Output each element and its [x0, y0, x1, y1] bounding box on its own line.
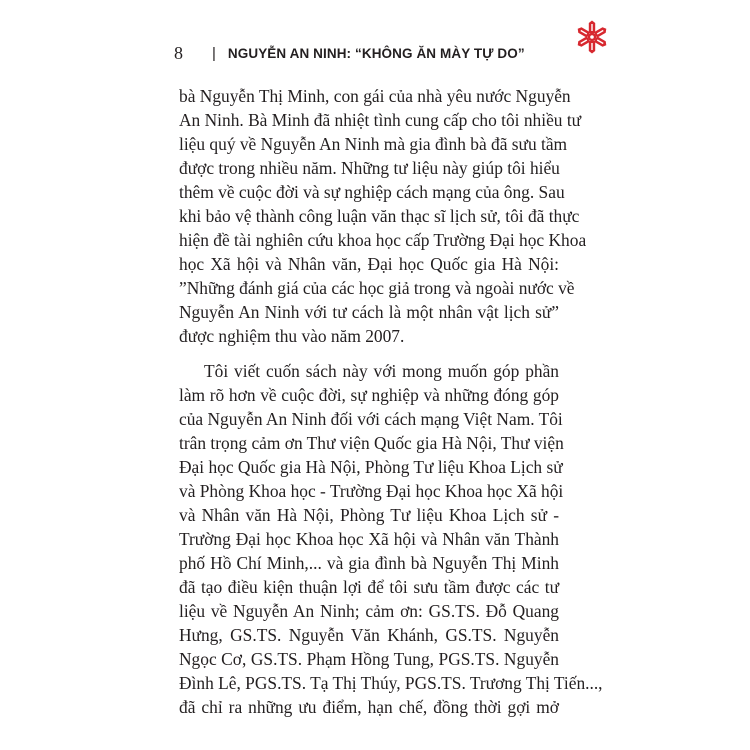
paragraph-1 [179, 84, 587, 348]
text-line: Tôi viết cuốn sách này với mong muốn góp phần [204, 361, 559, 381]
header-separator: | [212, 44, 216, 62]
red-flower-emblem-icon [575, 20, 609, 54]
text-line: đã chỉ ra những ưu điểm, hạn chế, đồng thời gợi mở [179, 697, 559, 717]
text-line: ”Những đánh giá của các học giả trong và ngoài nước về [179, 278, 575, 298]
text-line: khi bảo vệ thành công luận văn thạc sĩ lịch sử, tôi đã thực [179, 206, 580, 226]
text-line: thêm về cuộc đời và sự nghiệp cách mạng của ông. Sau [179, 182, 565, 202]
text-line: Ngọc Cơ, GS.TS. Phạm Hồng Tung, PGS.TS. Nguyễn [179, 649, 559, 669]
text-line: được trong nhiều năm. Những tư liệu này giúp tôi hiểu [179, 158, 560, 178]
paragraph-gap [179, 348, 559, 359]
page-number: 8 [174, 42, 183, 63]
text-line: và Nhân văn Hà Nội, Phòng Tư liệu Khoa Lịch sử - [179, 505, 559, 525]
text-line: được nghiệm thu vào năm 2007. [179, 326, 405, 346]
text-line: đã tạo điều kiện thuận lợi để tôi sưu tầm được các tư [179, 577, 559, 597]
text-line: học Xã hội và Nhân văn, Đại học Quốc gia Hà Nội: [179, 254, 559, 274]
text-line: Nguyễn An Ninh với tư cách là một nhân vật lịch sử” [179, 302, 559, 322]
text-line: Đình Lê, PGS.TS. Tạ Thị Thúy, PGS.TS. Trương Thị Tiến..., [179, 673, 603, 693]
text-line: trân trọng cảm ơn Thư viện Quốc gia Hà Nội, Thư viện [179, 433, 564, 453]
text-line: và Phòng Khoa học - Trường Đại học Khoa học Xã hội [179, 481, 564, 501]
text-line: của Nguyễn An Ninh đối với cách mạng Việt Nam. Tôi [179, 409, 563, 429]
text-line: hiện đề tài nghiên cứu khoa học cấp Trường Đại học Khoa [179, 230, 587, 250]
text-line: liệu về Nguyễn An Ninh; cảm ơn: GS.TS. Đỗ Quang [179, 601, 559, 621]
running-header [174, 38, 525, 68]
text-line: Hưng, GS.TS. Nguyễn Văn Khánh, GS.TS. Nguyễn [179, 625, 559, 645]
body-text [179, 84, 603, 719]
running-title: NGUYỄN AN NINH: “KHÔNG ĂN MÀY TỰ DO” [227, 45, 525, 61]
text-line: phố Hồ Chí Minh,... và gia đình bà Nguyễn Thị Minh [179, 553, 559, 573]
text-line: An Ninh. Bà Minh đã nhiệt tình cung cấp cho tôi nhiều tư [179, 110, 582, 130]
text-line: Trường Đại học Khoa học Xã hội và Nhân văn Thành [179, 529, 559, 549]
text-line: làm rõ hơn về cuộc đời, sự nghiệp và những đóng góp [179, 385, 559, 405]
text-line: bà Nguyễn Thị Minh, con gái của nhà yêu nước Nguyễn [179, 86, 571, 106]
text-line: Đại học Quốc gia Hà Nội, Phòng Tư liệu Khoa Lịch sử [179, 457, 563, 477]
text-line: liệu quý về Nguyễn An Ninh mà gia đình bà đã sưu tầm [179, 134, 568, 154]
paragraph-2 [179, 359, 603, 719]
